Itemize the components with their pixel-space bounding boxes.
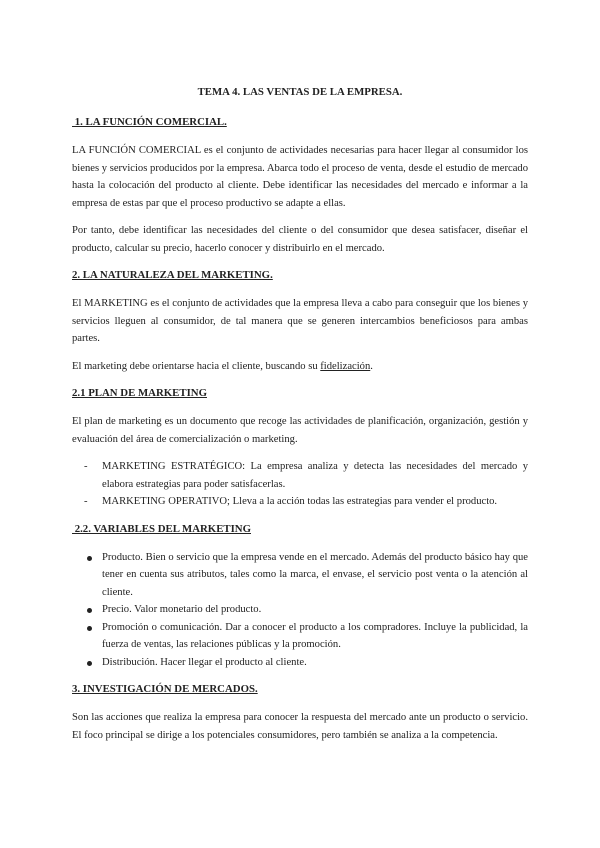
paragraph-end: . — [370, 360, 373, 372]
marketing-types-list — [72, 458, 528, 511]
dash-marker: - — [84, 496, 88, 507]
paragraph-text: El marketing debe orientarse hacia el cliente, buscando su — [72, 360, 321, 372]
list-item — [72, 619, 528, 654]
section-2-2-heading: 2.2. VARIABLES DEL MARKETING — [72, 522, 251, 535]
list-item — [72, 601, 528, 619]
bullet-icon — [87, 556, 92, 561]
section-3-heading: 3. INVESTIGACIÓN DE MERCADOS. — [72, 683, 258, 695]
section-1-paragraph-2: Por tanto, debe identificar las necesidades del cliente o del consumidor que desea satisfacer, diseñar el producto, calcular su precio, hacerlo conocer y distribuirlo en el mercado. — [72, 225, 528, 254]
list-item-text: MARKETING OPERATIVO; Lleva a la acción todas las estrategias para vender el producto. — [102, 496, 498, 507]
section-2-1-heading: 2.1 PLAN DE MARKETING — [72, 387, 207, 399]
list-item-text: MARKETING ESTRATÉGICO: La empresa analiza y detecta las necesidades del mercado y elabora estrategias para poder satisfacerlas. — [102, 461, 528, 490]
section-1-heading: 1. LA FUNCIÓN COMERCIAL. — [72, 116, 227, 128]
list-item — [72, 458, 528, 493]
document-page — [72, 84, 528, 754]
section-3-paragraph: Son las acciones que realiza la empresa para conocer la respuesta del mercado ante un producto o servicio. El foco principal se dirige a los potenciales consumidores, pero también se analiza a la competencia. — [72, 712, 528, 741]
section-2-paragraph-1: El MARKETING es el conjunto de actividades que la empresa lleva a cabo para conseguir que los bienes y servicios lleguen al consumidor, de tal manera que se generen intercambios beneficiosos para ambas partes. — [72, 298, 528, 344]
list-item-text: Producto. Bien o servicio que la empresa vende en el mercado. Además del producto básico hay que tener en cuenta sus atributos, tales como la marca, el envase, el servicio post venta o la atención al cliente. — [102, 551, 528, 598]
list-item-text: Distribución. Hacer llegar el producto al cliente. — [102, 656, 307, 668]
section-2-heading: 2. LA NATURALEZA DEL MARKETING. — [72, 269, 273, 281]
list-item — [72, 549, 528, 602]
bullet-icon — [87, 626, 92, 631]
section-1-paragraph-1: LA FUNCIÓN COMERCIAL es el conjunto de actividades necesarias para hacer llegar al consumidor los bienes y servicios producidos por la empresa. Abarca todo el proceso de venta, desde el estudio de mercado hasta la colocación del producto al cliente. Debe identificar las necesidades del mercado e informar a la empresa de estas par que el proceso productivo se adapte a ellas. — [72, 145, 528, 209]
fidelizacion-link[interactable]: fidelización — [320, 360, 371, 372]
list-item — [72, 654, 528, 672]
document-title: TEMA 4. LAS VENTAS DE LA EMPRESA. — [197, 86, 403, 98]
list-item — [72, 493, 528, 511]
section-2-1-paragraph: El plan de marketing es un documento que recoge las actividades de planificación, organización, gestión y evaluación del área de comercialización o marketing. — [72, 416, 528, 445]
list-item-text: Precio. Valor monetario del producto. — [102, 604, 262, 615]
dash-marker: - — [84, 461, 88, 472]
section-2-paragraph-2 — [72, 358, 528, 376]
list-item-text: Promoción o comunicación. Dar a conocer el producto a los compradores. Incluye la publicidad, la fuerza de ventas, las relaciones públicas y la promoción. — [102, 621, 528, 650]
bullet-icon — [87, 608, 92, 613]
marketing-variables-list — [72, 549, 528, 672]
bullet-icon — [87, 661, 92, 666]
